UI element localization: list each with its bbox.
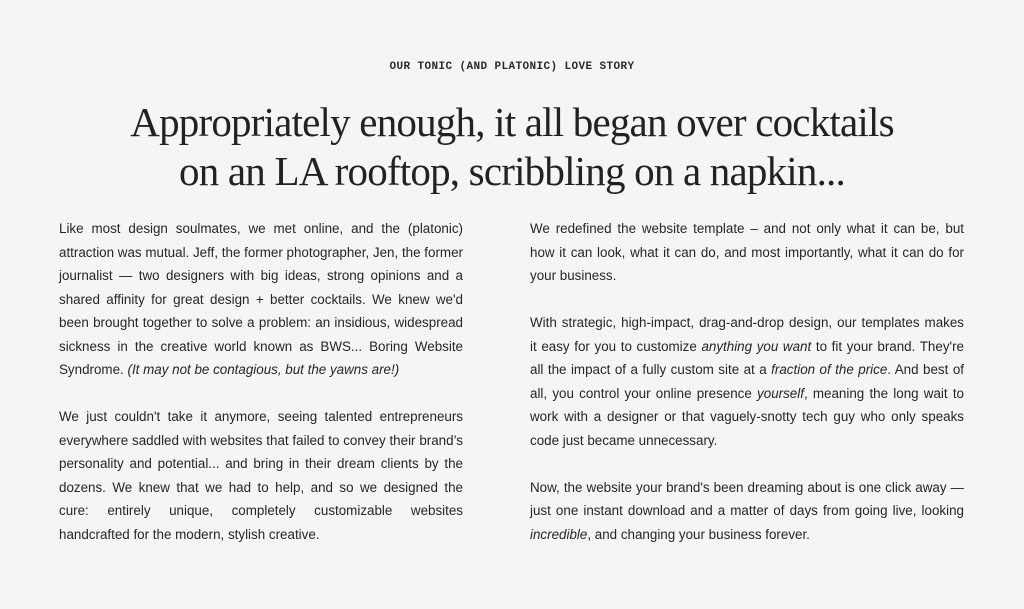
right-p2-b: to fit your brand. They're all the impact of a fully custom site at a [530,338,964,377]
right-p3-em: incredible [530,526,588,542]
left-p1-italic: (It may not be contagious, but the yawns are!) [127,362,400,377]
headline-line-1: Appropriately enough, it all began over cocktails [130,99,894,145]
section-eyebrow: OUR TONIC (AND PLATONIC) LOVE STORY [389,61,635,73]
left-p1-text: Like most design soulmates, we met online, and the (platonic) attraction was mutual. Jeff, the former photographer, Jen, the former journalist — two designers with big ideas, strong opinions and a shared affinity for great design + better cocktails. We knew we'd been brought together to solve a problem: an insidious, widespread sickness in the creative world known as BWS... Boring Website Syndrome. [59,221,463,377]
right-p3-a: Now, the website your brand's been dreaming about is one click away — just one instant download and a matter of days from going live, looking [530,479,964,518]
left-paragraph-2 [59,405,463,546]
section-headline [0,98,1024,196]
right-paragraph-1 [530,217,964,288]
right-p1-text: We redefined the website template – and not only what it can be, but how it can look, what it can do, and most importantly, what it can do for your business. [530,221,964,283]
left-p2-text: We just couldn't take it anymore, seeing talented entrepreneurs everywhere saddled with websites that failed to convey their brand’s personality and potential... and bring in their dream clients by the dozens. We knew that we had to help, and so we designed the cure: entirely unique, completely customizable websites handcrafted for the modern, stylish creative. [59,409,463,542]
right-p2-em-3: yourself [757,385,804,401]
headline-line-2: on an LA rooftop, scribbling on a napkin... [179,148,845,194]
right-paragraph-2 [530,311,964,452]
right-paragraph-3 [530,476,964,547]
right-p2-c: . And best of all, you control your online presence [530,362,964,401]
right-p2-a: With strategic, high-impact, drag-and-drop design, our templates makes it easy for you to customize [530,315,964,354]
right-p2-em-1: anything you want [701,338,812,354]
right-p2-d: , meaning the long wait to work with a designer or that vaguely-snotty tech guy who only speaks code just became unnecessary. [530,385,964,448]
left-column [59,217,463,570]
right-p2-em-2: fraction of the price [771,362,888,377]
left-paragraph-1 [59,217,463,382]
right-p3-b: , and changing your business forever. [587,526,810,542]
right-column [530,217,964,570]
